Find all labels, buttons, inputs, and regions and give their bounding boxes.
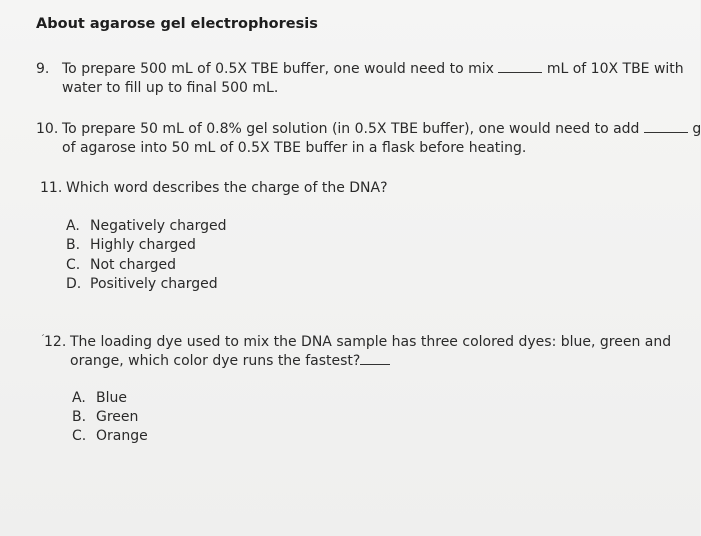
question-10-text-before-blank: To prepare 50 mL of 0.8% gel solution (in 0.5X TBE buffer), one would need to add — [62, 121, 640, 137]
question-10-line-1 — [36, 120, 701, 138]
option-text: Orange — [96, 428, 148, 444]
option-text: Green — [96, 409, 139, 425]
question-10-unit: g — [692, 121, 701, 137]
question-12-option-c[interactable] — [72, 427, 148, 445]
question-12-number: 12. — [44, 334, 67, 350]
option-letter: D. — [66, 276, 82, 292]
question-9-answer-blank[interactable] — [498, 71, 542, 73]
question-9-number: 9. — [36, 61, 50, 77]
question-12-answer-blank[interactable] — [360, 363, 390, 365]
option-text: Positively charged — [90, 276, 218, 292]
option-letter: C. — [72, 428, 87, 444]
question-12-option-b[interactable] — [72, 408, 138, 426]
option-text: Negatively charged — [90, 218, 227, 234]
question-9-text-after-blank: mL of 10X TBE with — [546, 61, 684, 77]
question-11-option-a[interactable] — [66, 217, 227, 235]
option-letter: B. — [66, 237, 81, 253]
question-12-line-1 — [44, 333, 671, 351]
option-letter: A. — [72, 390, 86, 406]
question-11-number: 11. — [40, 180, 63, 196]
question-12-line-2 — [70, 352, 390, 370]
option-text: Highly charged — [90, 237, 196, 253]
question-11-option-c[interactable] — [66, 256, 176, 274]
page-title: About agarose gel electrophoresis — [36, 16, 318, 32]
option-text: Not charged — [90, 257, 177, 273]
question-12-option-a[interactable] — [72, 389, 127, 407]
question-11-option-b[interactable] — [66, 236, 196, 254]
question-9-text-before-blank: To prepare 500 mL of 0.5X TBE buffer, one would need to mix — [62, 61, 494, 77]
question-12-text-line-2: orange, which color dye runs the fastest? — [70, 353, 361, 369]
option-text: Blue — [96, 390, 127, 406]
question-9-line-2: water to fill up to final 500 mL. — [62, 80, 279, 96]
question-11 — [40, 179, 388, 197]
option-letter: C. — [66, 257, 81, 273]
question-10-answer-blank[interactable] — [644, 131, 688, 133]
option-letter: B. — [72, 409, 87, 425]
question-12-text-line-1: The loading dye used to mix the DNA sample has three colored dyes: blue, green and — [70, 334, 672, 350]
stray-mark: ˊ — [40, 334, 45, 345]
option-letter: A. — [66, 218, 80, 234]
question-9-line-1 — [36, 60, 684, 78]
question-11-text: Which word describes the charge of the DNA? — [66, 180, 388, 196]
question-10-number: 10. — [36, 121, 59, 137]
question-10-line-2: of agarose into 50 mL of 0.5X TBE buffer in a flask before heating. — [62, 140, 527, 156]
question-11-option-d[interactable] — [66, 275, 218, 293]
